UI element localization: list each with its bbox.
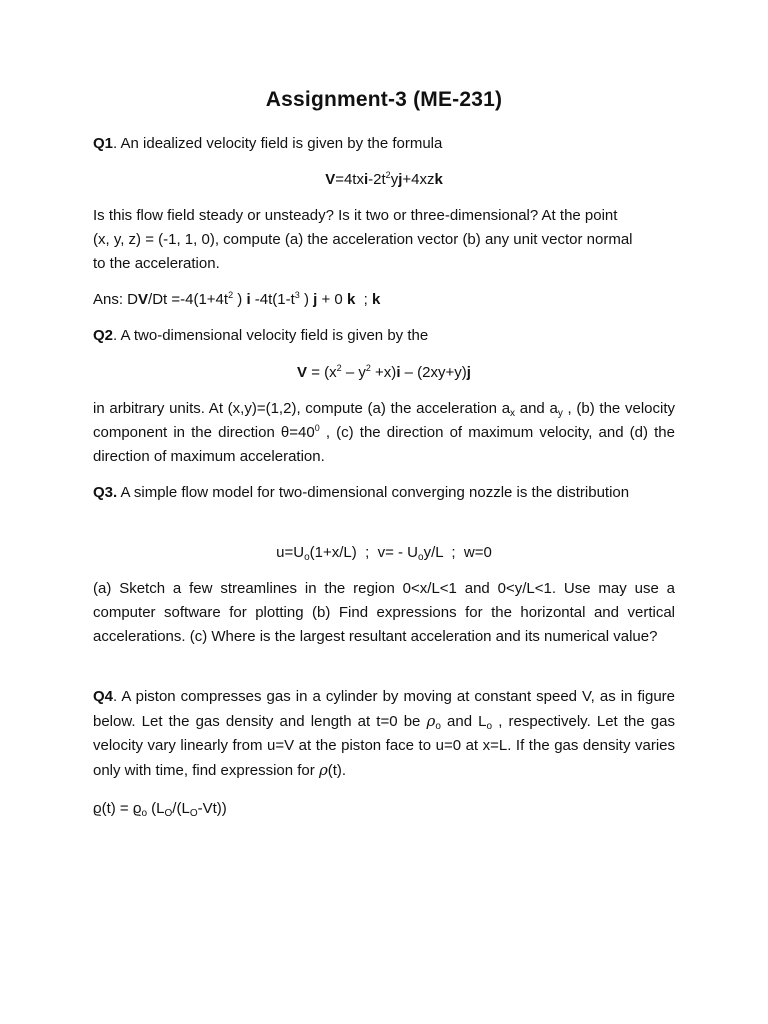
q2-body <box>93 397 675 469</box>
q4-body-part: o <box>435 721 441 732</box>
eq-part: = (x <box>307 364 337 381</box>
eq-part: u=U <box>276 544 305 561</box>
q1-label: Q1 <box>93 135 114 152</box>
q3-intro <box>93 481 675 505</box>
eq-part: j <box>398 171 403 188</box>
ans-part: ) <box>233 291 247 308</box>
ans-part: 3 <box>294 290 300 300</box>
q4-answer <box>93 797 675 821</box>
q2-body-part: and a <box>515 400 558 417</box>
ans-part: (L <box>147 800 165 817</box>
ans-part: ) <box>299 291 314 308</box>
eq-part: o <box>304 552 310 563</box>
q3-label: Q3. <box>93 484 118 501</box>
eq-part: – y <box>341 364 366 381</box>
q2-body-part: 0 <box>314 423 320 433</box>
q2-label: Q2 <box>93 327 114 344</box>
ans-part: Ans: D <box>93 291 139 308</box>
ans-part: O <box>164 808 173 819</box>
ans-part: V <box>138 291 149 308</box>
page-title: Assignment-3 (ME-231) <box>265 88 503 111</box>
ans-part: j <box>313 291 318 308</box>
q1-body-line: Is this flow field steady or unsteady? Is it two or three-dimensional? At the point <box>93 207 618 224</box>
eq-part: 2 <box>385 170 391 180</box>
ans-part: + 0 <box>317 291 347 308</box>
q2-body-part: y <box>557 408 563 419</box>
q4-body-part: , respectively. Let the gas velocity vary linearly from u=V at the piston face to u=0 at x=L. If the gas density varies only with time, find expression for <box>93 713 675 779</box>
q4-body-part: . A piston compresses gas in a cylinder by moving at constant speed V, as in figure below. Let the gas density and length at t=0 be <box>93 688 675 730</box>
ans-part: 2 <box>228 290 234 300</box>
q2-body-part: , (b) the velocity component in the direction θ=40 <box>93 400 675 441</box>
eq-part: +x) <box>370 364 397 381</box>
eq-part: (1+x/L) ; v= - U <box>309 544 419 561</box>
rho-symbol: ρ <box>426 712 436 730</box>
rho-symbol: ρ <box>318 761 328 779</box>
q2-equation <box>0 361 768 385</box>
q1-body-line: to the acceleration. <box>93 255 220 272</box>
eq-part: k <box>434 171 443 188</box>
eq-part: – (2xy+y) <box>400 364 467 381</box>
q2-body-part: , (c) the direction of maximum velocity, and (d) the direction of maximum acceleration. <box>93 424 675 465</box>
q3-intro-text: A simple flow model for two-dimensional converging nozzle is the distribution <box>117 484 630 501</box>
eq-part: =4tx <box>335 171 364 188</box>
q4-body-part: and L <box>440 713 487 730</box>
ans-part: o <box>141 808 147 819</box>
ans-part: -Vt)) <box>197 800 227 817</box>
ans-part: ϱ(t) = ϱ <box>93 800 142 817</box>
ans-part: /Dt =-4(1+4t <box>148 291 229 308</box>
q1-intro <box>93 132 675 156</box>
eq-part: y <box>390 171 399 188</box>
q4-body-part: o <box>486 721 493 732</box>
eq-part: o <box>418 552 424 563</box>
q3-body: (a) Sketch a few streamlines in the region 0<x/L<1 and 0<y/L<1. Use may use a computer software for plotting (b) Find expressions for the horizontal and vertical accelerations. (c) Where is the largest resultant acceleration and its numerical value? <box>93 580 675 645</box>
eq-part: -2t <box>368 171 386 188</box>
eq-part: j <box>466 364 471 381</box>
q3-equation <box>0 541 768 565</box>
eq-part: y/L ; w=0 <box>423 544 492 561</box>
q1-equation <box>0 168 768 192</box>
q1-body-line: (x, y, z) = (-1, 1, 0), compute (a) the acceleration vector (b) any unit vector normal <box>93 231 633 248</box>
eq-part: V <box>325 171 336 188</box>
q1-intro-text: . An idealized velocity field is given by the formula <box>113 135 443 152</box>
eq-part: 2 <box>336 363 342 373</box>
q4-body <box>93 685 675 783</box>
q4-body-part: (t). <box>327 762 347 779</box>
eq-part: i <box>363 171 369 188</box>
q2-body-part: in arbitrary units. At (x,y)=(1,2), compute (a) the acceleration a <box>93 400 511 417</box>
eq-part: i <box>396 364 401 381</box>
eq-part: V <box>297 364 308 381</box>
q4-label: Q4 <box>93 688 114 705</box>
ans-part: -4t(1-t <box>250 291 295 308</box>
q2-body-part: x <box>510 408 516 419</box>
q2-intro <box>93 324 675 348</box>
ans-part: /(L <box>172 800 190 817</box>
eq-part: 2 <box>365 363 371 373</box>
q1-body <box>93 204 675 276</box>
q1-answer <box>93 288 675 312</box>
ans-part: k <box>346 291 356 308</box>
eq-part: +4xz <box>402 171 435 188</box>
ans-part: O <box>189 808 198 819</box>
q2-intro-text: . A two-dimensional velocity field is given by the <box>113 327 429 344</box>
ans-part: i <box>246 291 251 308</box>
ans-part: ; <box>355 291 372 308</box>
ans-part: k <box>371 291 381 308</box>
